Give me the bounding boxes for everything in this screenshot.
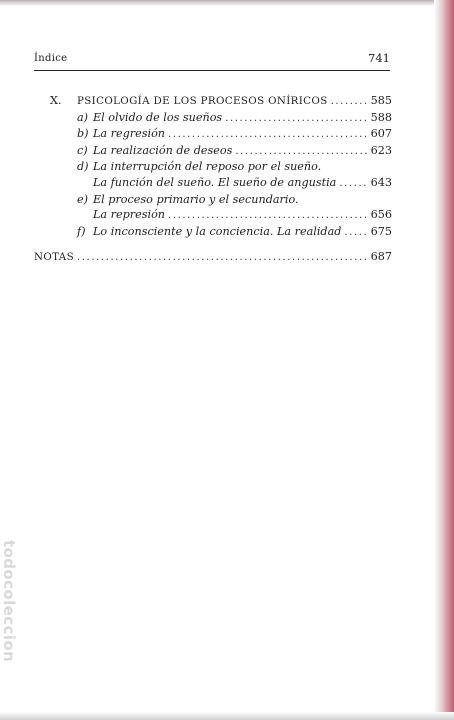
entry-title: El olvido de los sueños <box>93 110 223 124</box>
toc-notes-row <box>34 249 392 266</box>
entry-title: La realización de deseos <box>93 143 233 157</box>
entry-letter: d) <box>77 160 89 174</box>
dot-leader <box>235 144 367 160</box>
dot-leader <box>168 127 368 143</box>
dot-leader <box>339 176 367 192</box>
toc-entry-d <box>34 159 392 175</box>
chapter-number: X. <box>50 94 62 107</box>
page-top-edge <box>0 0 454 6</box>
notes-title: NOTAS <box>34 251 74 264</box>
entry-letter: e) <box>77 192 88 206</box>
dot-leader <box>344 225 367 241</box>
chapter-page: 585 <box>370 94 392 107</box>
entry-letter: c) <box>77 143 88 157</box>
entry-page: 588 <box>370 110 392 124</box>
entry-letter: b) <box>77 127 89 141</box>
toc-entry-e-continuation <box>34 207 392 224</box>
toc-chapter-row <box>34 93 392 110</box>
dot-leader <box>331 94 368 110</box>
watermark <box>0 540 26 710</box>
entry-letter: f) <box>77 224 86 238</box>
toc-entry-a <box>34 110 392 127</box>
entry-page: 643 <box>370 175 392 189</box>
running-head-section: Índice <box>34 53 68 64</box>
dot-leader <box>225 111 367 127</box>
chapter-title: PSICOLOGÍA DE LOS PROCESOS ONÍRICOS <box>77 95 328 107</box>
entry-page: 607 <box>370 127 392 141</box>
entry-page: 623 <box>370 143 392 157</box>
entry-title-continuation: La función del sueño. El sueño de angustia <box>93 175 337 189</box>
page-number: 741 <box>368 51 390 65</box>
page-bottom-edge <box>0 712 454 720</box>
toc-entry-d-continuation <box>34 175 392 192</box>
toc-entry-e <box>34 192 392 208</box>
toc-entry-c <box>34 143 392 160</box>
entry-title: La regresión <box>93 127 166 141</box>
toc-entry-b <box>34 126 392 143</box>
dot-leader <box>168 208 368 224</box>
entry-page: 656 <box>370 208 392 222</box>
table-of-contents <box>34 93 392 266</box>
entry-page: 675 <box>370 224 392 238</box>
entry-letter: a) <box>77 110 89 124</box>
toc-entry-f <box>34 224 392 241</box>
entry-title: El proceso primario y el secundario. <box>93 192 299 206</box>
entry-title-continuation: La represión <box>93 208 166 222</box>
notes-page: 687 <box>370 250 392 264</box>
dot-leader <box>77 250 368 266</box>
watermark-text: todocoleccion <box>0 540 18 663</box>
entry-title: Lo inconsciente y la conciencia. La realidad <box>93 224 342 238</box>
page-right-edge <box>434 0 454 720</box>
entry-title: La interrupción del reposo por el sueño. <box>93 160 322 174</box>
running-head <box>34 50 390 71</box>
